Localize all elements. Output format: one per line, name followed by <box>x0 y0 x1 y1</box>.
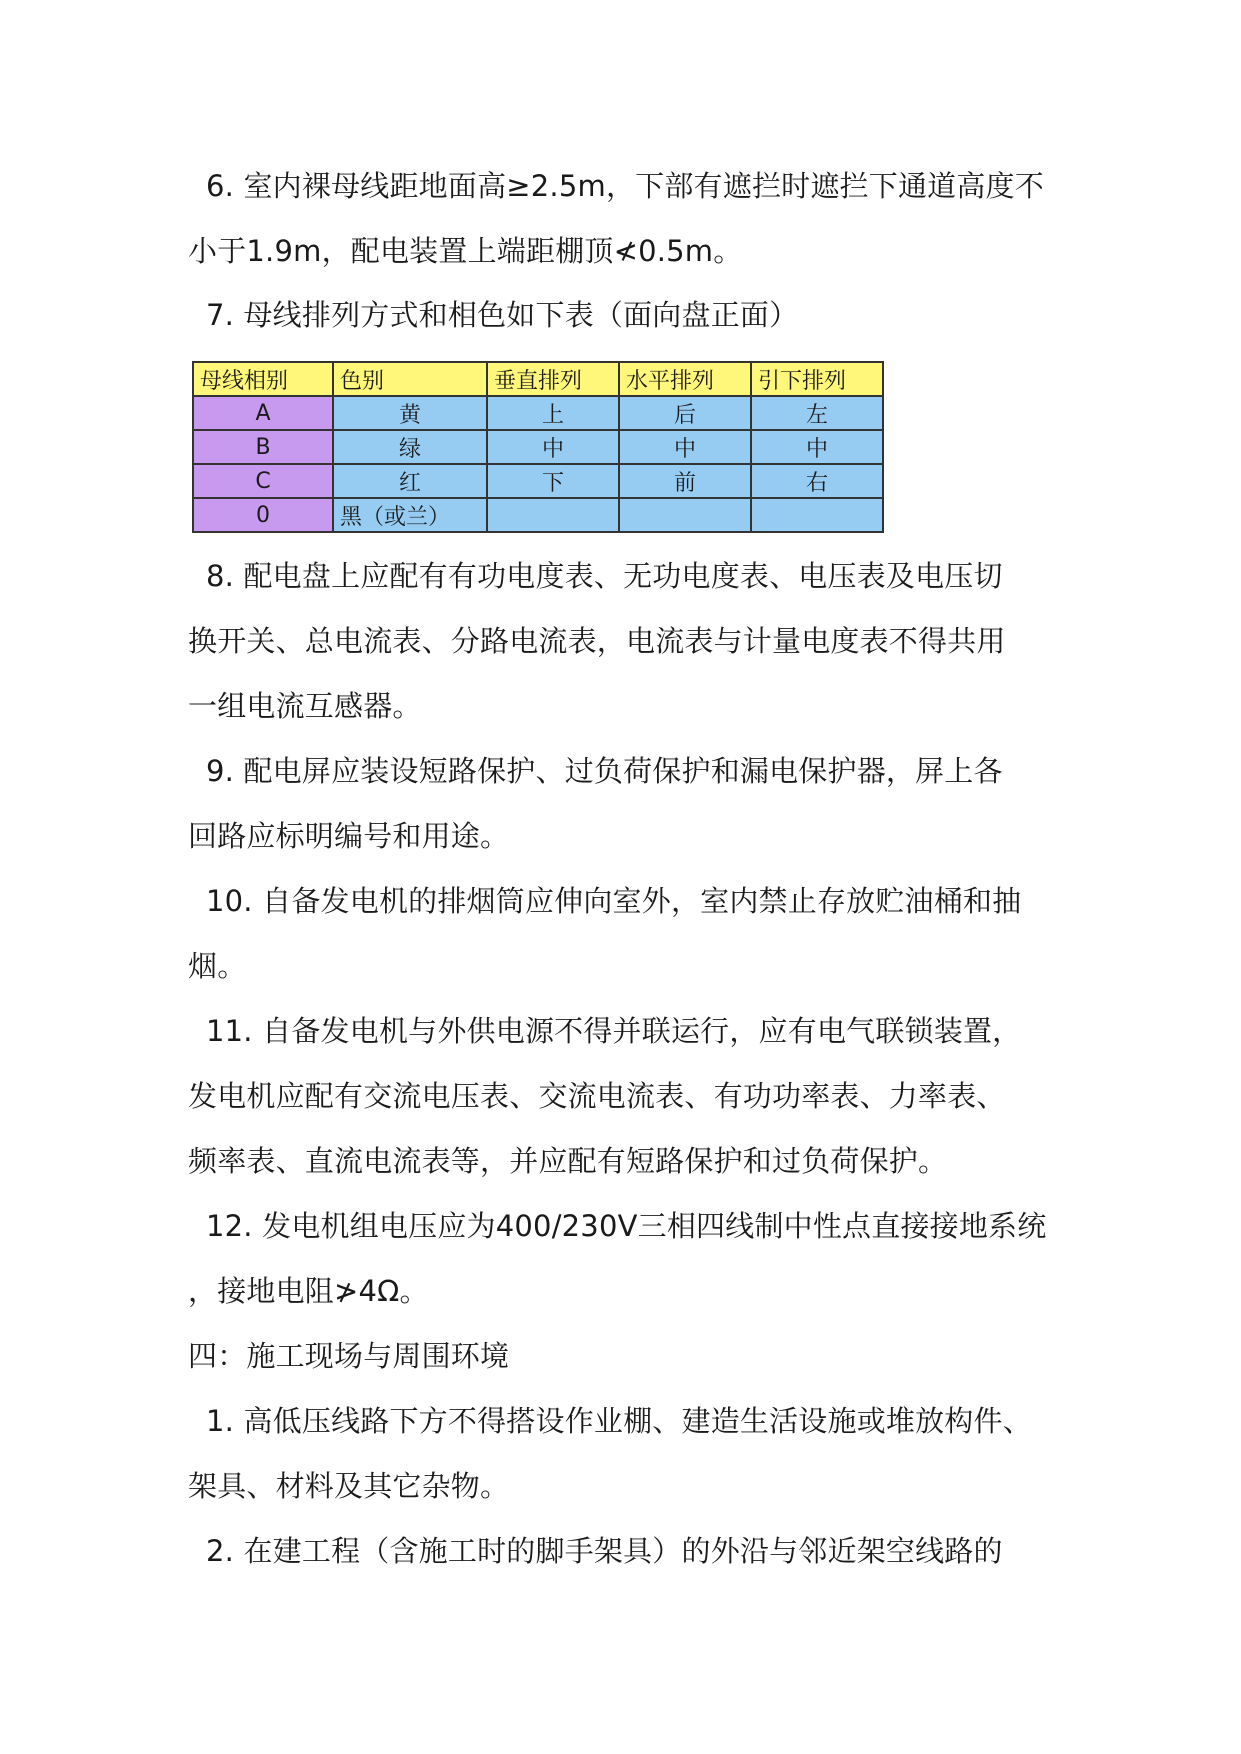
section-heading: 四：施工现场与周围环境 <box>188 1339 510 1373</box>
paragraph-line: 10. 自备发电机的排烟筒应伸向室外，室内禁止存放贮油桶和抽 <box>206 884 1022 918</box>
paragraph-line: 烟。 <box>188 949 247 983</box>
paragraph-line: 2. 在建工程（含施工时的脚手架具）的外沿与邻近架空线路的 <box>206 1534 1003 1568</box>
table-cell-phase: 0 <box>193 498 333 532</box>
paragraph-line: 架具、材料及其它杂物。 <box>188 1469 510 1503</box>
paragraph-line: 小于1.9m，配电装置上端距棚顶≮0.5m。 <box>188 234 743 268</box>
table-row <box>193 430 883 464</box>
table-cell: 上 <box>487 396 619 430</box>
table-header-cell: 水平排列 <box>619 362 751 396</box>
table-cell: 中 <box>751 430 883 464</box>
paragraph-line: 1. 高低压线路下方不得搭设作业棚、建造生活设施或堆放构件、 <box>206 1404 1032 1438</box>
paragraph-line: 6. 室内裸母线距地面高≥2.5m，下部有遮拦时遮拦下通道高度不 <box>206 169 1044 203</box>
table-header-cell: 垂直排列 <box>487 362 619 396</box>
table-header-cell: 母线相别 <box>193 362 333 396</box>
table-cell: 后 <box>619 396 751 430</box>
paragraph-line: 8. 配电盘上应配有有功电度表、无功电度表、电压表及电压切 <box>206 559 1003 593</box>
paragraph-line: 一组电流互感器。 <box>188 689 422 723</box>
table-cell <box>751 498 883 532</box>
table-row <box>193 396 883 430</box>
table-cell <box>619 498 751 532</box>
table-cell: 左 <box>751 396 883 430</box>
table-cell: 红 <box>333 464 487 498</box>
table-cell: 右 <box>751 464 883 498</box>
table-cell: 黄 <box>333 396 487 430</box>
table-row <box>193 498 883 532</box>
paragraph-line: 换开关、总电流表、分路电流表，电流表与计量电度表不得共用 <box>188 624 1006 658</box>
table-cell: 黑（或兰） <box>333 498 487 532</box>
paragraph-line: ，接地电阻≯4Ω。 <box>188 1274 429 1308</box>
table-header-cell: 引下排列 <box>751 362 883 396</box>
paragraph-line: 7. 母线排列方式和相色如下表（面向盘正面） <box>206 298 799 332</box>
paragraph-line: 发电机应配有交流电压表、交流电流表、有功功率表、力率表、 <box>188 1079 1006 1113</box>
table-cell: 绿 <box>333 430 487 464</box>
table-cell-phase: A <box>193 396 333 430</box>
table-cell: 前 <box>619 464 751 498</box>
paragraph-line: 频率表、直流电流表等，并应配有短路保护和过负荷保护。 <box>188 1144 948 1178</box>
table-cell: 中 <box>487 430 619 464</box>
table-cell-phase: C <box>193 464 333 498</box>
busbar-phase-table <box>192 361 884 533</box>
table-header-cell: 色别 <box>333 362 487 396</box>
table-cell <box>487 498 619 532</box>
table-cell: 下 <box>487 464 619 498</box>
table-header-row <box>193 362 883 396</box>
table-cell-phase: B <box>193 430 333 464</box>
paragraph-line: 回路应标明编号和用途。 <box>188 819 510 853</box>
paragraph-line: 12. 发电机组电压应为400/230V三相四线制中性点直接接地系统 <box>206 1209 1047 1243</box>
paragraph-line: 11. 自备发电机与外供电源不得并联运行，应有电气联锁装置， <box>206 1014 1022 1048</box>
table-cell: 中 <box>619 430 751 464</box>
table-row <box>193 464 883 498</box>
paragraph-line: 9. 配电屏应装设短路保护、过负荷保护和漏电保护器，屏上各 <box>206 754 1003 788</box>
